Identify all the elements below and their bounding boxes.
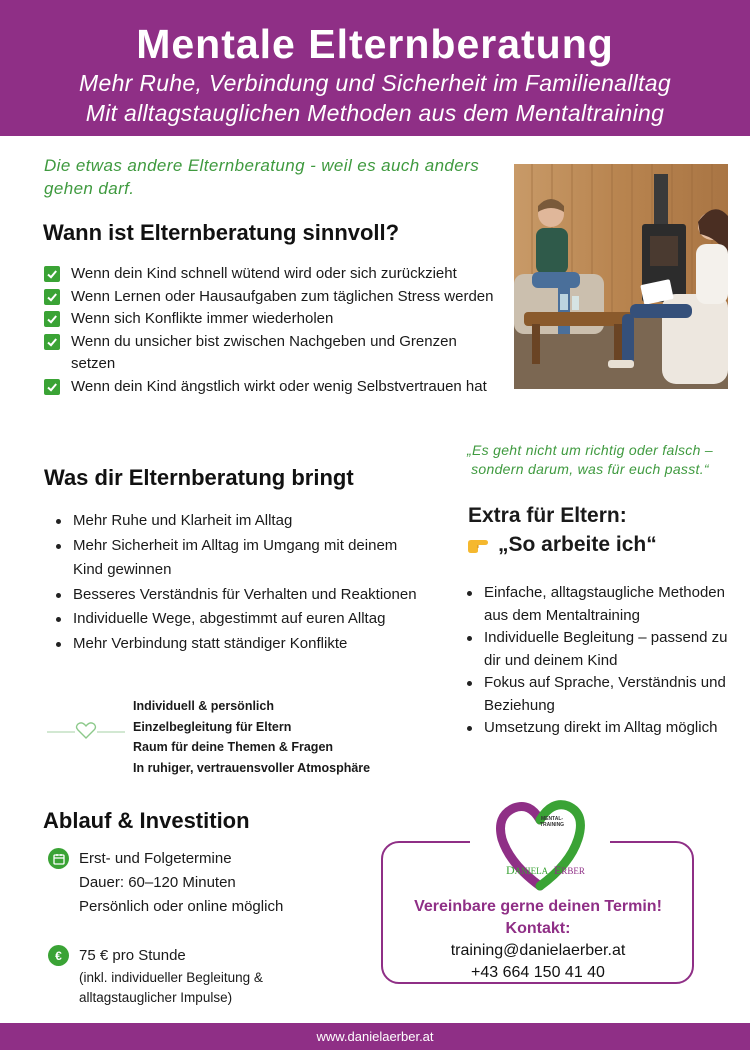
price-text: 75 € pro Stunde <box>79 947 186 964</box>
euro-icon: € <box>48 945 69 966</box>
price-details <box>48 944 263 1008</box>
checkbox-checked-icon <box>44 311 60 327</box>
cta-line: Vereinbare gerne deinen Termin! <box>414 898 662 915</box>
page-title: Mentale Elternberatung <box>136 21 614 67</box>
section-heading-was: Was dir Elternberatung bringt <box>44 465 354 490</box>
ablauf-details <box>48 847 283 919</box>
checklist-text: Wenn dein Kind schnell wütend wird oder sich zurückzieht <box>71 265 457 282</box>
feature-line: In ruhiger, vertrauensvoller Atmosphäre <box>133 760 371 775</box>
ablauf-line: Persönlich oder online möglich <box>79 898 284 915</box>
feature-line: Raum für deine Themen & Fragen <box>133 740 334 754</box>
quote-text: „Es geht nicht um richtig oder falsch – sondern darum, was für euch passt.“ <box>467 442 713 477</box>
list-item: Besseres Verständnis für Verhalten und Reaktionen <box>54 583 424 608</box>
ablauf-line: Dauer: 60–120 Minuten <box>79 874 236 891</box>
checkbox-checked-icon <box>44 379 60 395</box>
header-banner <box>0 0 750 136</box>
svg-text:MENTAL-: MENTAL- <box>540 816 564 822</box>
feature-line: Einzelbegleitung für Eltern <box>133 719 292 734</box>
consultation-photo <box>514 164 728 389</box>
pointing-hand-icon <box>466 535 492 555</box>
list-item <box>44 286 504 309</box>
section-heading-wann: Wann ist Elternberatung sinnvoll? <box>43 220 400 245</box>
calendar-icon <box>48 848 69 869</box>
section-heading-ablauf: Ablauf & Investition <box>43 808 250 833</box>
checklist-text: Wenn sich Konflikte immer wiederholen <box>71 310 334 327</box>
phone-link[interactable]: +43 664 150 41 40 <box>471 964 605 981</box>
page-subtitle-2: Mit alltagstauglichen Methoden aus dem Mentaltraining <box>85 100 665 126</box>
list-item: Individuelle Wege, abgestimmt auf euren Alltag <box>54 607 424 632</box>
checkbox-checked-icon <box>44 289 60 305</box>
list-item <box>44 263 504 286</box>
benefits-list <box>54 509 424 656</box>
cta-text <box>383 896 693 940</box>
feature-line: Individuell & persönlich <box>133 699 274 713</box>
intro-tagline: Die etwas andere Elternberatung - weil es auch anders gehen darf. <box>44 156 480 198</box>
list-item: Fokus auf Sprache, Verständnis und Beziehung <box>465 672 745 717</box>
price-note: (inkl. individueller Begleitung & <box>79 970 263 985</box>
email-link[interactable]: training@danielaerber.at <box>450 942 626 959</box>
svg-text:DANIELA: DANIELA <box>506 863 549 877</box>
checklist-text: Wenn du unsicher bist zwischen Nachgeben und Grenzen setzen <box>71 332 457 372</box>
list-item: Einfache, alltagstaugliche Methoden aus dem Mentaltraining <box>465 582 745 627</box>
page-subtitle-1: Mehr Ruhe, Verbindung und Sicherheit im Familienalltag <box>79 70 671 96</box>
wann-checklist <box>44 263 504 398</box>
features-block <box>133 696 370 778</box>
ablauf-line: Erst- und Folgetermine <box>79 850 232 867</box>
list-item: Mehr Sicherheit im Alltag im Umgang mit deinem Kind gewinnen <box>54 534 424 583</box>
checklist-text: Wenn Lernen oder Hausaufgaben zum täglichen Stress werden <box>71 287 494 305</box>
footer-website-link[interactable]: www.danielaerber.at <box>0 1023 750 1050</box>
extra-subheading <box>466 531 657 559</box>
checkbox-checked-icon <box>44 266 60 282</box>
list-item <box>44 308 504 331</box>
list-item: Umsetzung direkt im Alltag möglich <box>465 717 745 740</box>
list-item <box>44 331 504 376</box>
contact-label: Kontakt: <box>505 920 571 937</box>
method-list <box>465 582 745 740</box>
price-note: alltagstauglicher Impulse) <box>79 990 233 1005</box>
list-item: Mehr Ruhe und Klarheit im Alltag <box>54 509 424 534</box>
svg-text:TRAINING: TRAINING <box>539 822 565 828</box>
extra-subtitle-text: „So arbeite ich“ <box>498 533 657 556</box>
list-item <box>44 376 504 399</box>
heart-line-divider-icon <box>47 719 125 741</box>
checkbox-checked-icon <box>44 334 60 350</box>
daniela-erber-logo <box>470 794 610 894</box>
extra-heading: Extra für Eltern: <box>468 504 627 527</box>
checklist-text: Wenn dein Kind ängstlich wirkt oder wenig Selbstvertrauen hat <box>71 377 487 395</box>
svg-text:ERBER: ERBER <box>554 863 585 877</box>
list-item: Individuelle Begleitung – passend zu dir und deinem Kind <box>465 627 745 672</box>
list-item: Mehr Verbindung statt ständiger Konflikte <box>54 632 424 657</box>
